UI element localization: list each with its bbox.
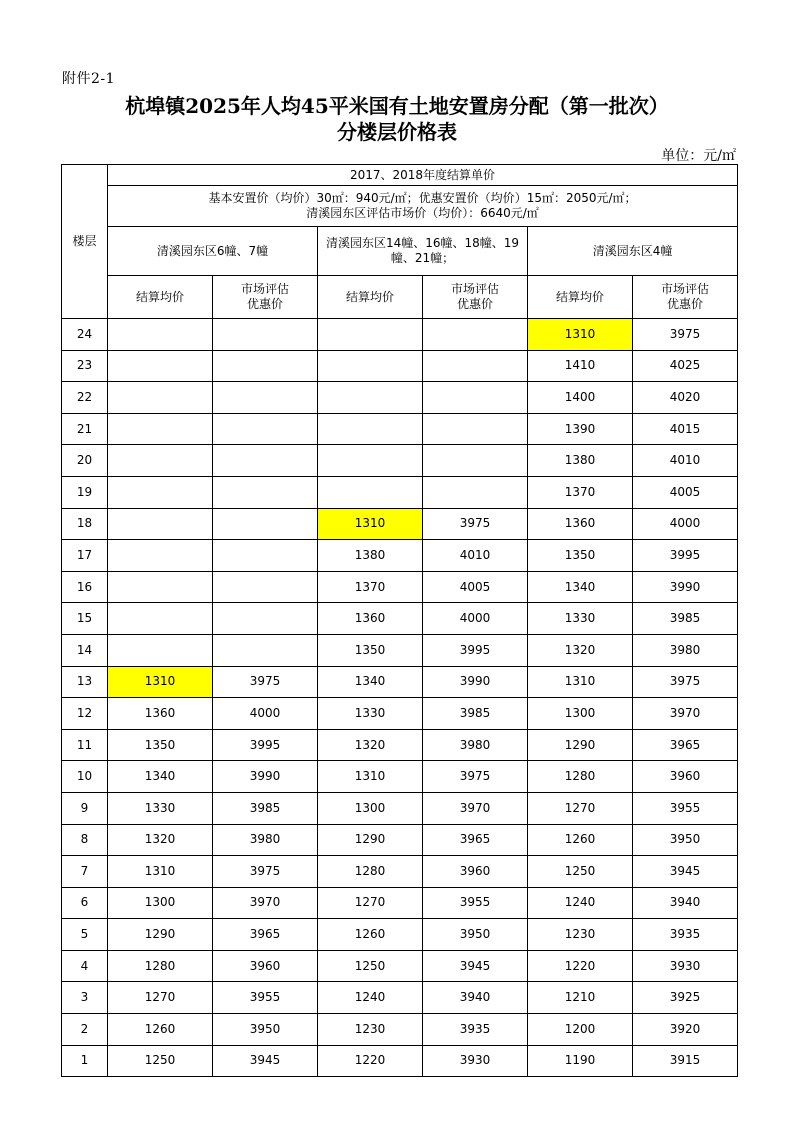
price-cell-g2-market bbox=[423, 382, 528, 414]
price-cell-g2-settle: 1280 bbox=[318, 856, 423, 888]
floor-cell: 4 bbox=[62, 950, 108, 982]
price-cell-g3-market: 3990 bbox=[633, 571, 738, 603]
price-cell-g3-settle: 1340 bbox=[528, 571, 633, 603]
price-cell-g1-market bbox=[213, 508, 318, 540]
price-cell-g2-market bbox=[423, 319, 528, 351]
price-cell-g2-market: 3975 bbox=[423, 761, 528, 793]
price-cell-g3-market: 3950 bbox=[633, 824, 738, 856]
price-cell-g1-market: 3990 bbox=[213, 761, 318, 793]
floor-cell: 9 bbox=[62, 792, 108, 824]
base-price-note bbox=[108, 186, 738, 227]
price-cell-g1-market: 4000 bbox=[213, 698, 318, 730]
price-cell-g2-market: 4000 bbox=[423, 603, 528, 635]
price-cell-g1-market bbox=[213, 319, 318, 351]
price-cell-g3-settle: 1380 bbox=[528, 445, 633, 477]
price-cell-g2-market: 3965 bbox=[423, 824, 528, 856]
price-cell-g2-settle bbox=[318, 445, 423, 477]
price-cell-g1-market: 3965 bbox=[213, 919, 318, 951]
group-header-3: 清溪园东区4幢 bbox=[528, 227, 738, 276]
price-cell-g3-market: 3965 bbox=[633, 729, 738, 761]
price-cell-g1-settle: 1330 bbox=[108, 792, 213, 824]
price-cell-g3-settle: 1270 bbox=[528, 792, 633, 824]
price-cell-g3-market: 4010 bbox=[633, 445, 738, 477]
price-cell-g2-settle bbox=[318, 350, 423, 382]
price-cell-g3-settle: 1290 bbox=[528, 729, 633, 761]
price-cell-g3-market: 3975 bbox=[633, 666, 738, 698]
table-row bbox=[62, 698, 738, 730]
price-cell-g3-settle: 1280 bbox=[528, 761, 633, 793]
price-cell-g3-market: 3930 bbox=[633, 950, 738, 982]
floor-cell: 6 bbox=[62, 887, 108, 919]
table-row bbox=[62, 729, 738, 761]
price-cell-g1-settle bbox=[108, 382, 213, 414]
price-cell-g3-market: 4015 bbox=[633, 413, 738, 445]
price-cell-g1-settle bbox=[108, 350, 213, 382]
col-header-market bbox=[423, 276, 528, 319]
price-cell-g1-settle bbox=[108, 413, 213, 445]
price-cell-g1-market bbox=[213, 571, 318, 603]
price-cell-g1-market: 3975 bbox=[213, 666, 318, 698]
price-cell-g2-settle: 1270 bbox=[318, 887, 423, 919]
price-cell-g1-market bbox=[213, 634, 318, 666]
price-cell-g2-market bbox=[423, 350, 528, 382]
group-header-1: 清溪园东区6幢、7幢 bbox=[108, 227, 318, 276]
price-cell-g1-settle bbox=[108, 508, 213, 540]
price-cell-g2-market: 3955 bbox=[423, 887, 528, 919]
price-cell-g1-settle: 1360 bbox=[108, 698, 213, 730]
table-row bbox=[62, 540, 738, 572]
price-table bbox=[61, 164, 738, 1077]
price-cell-g1-market bbox=[213, 413, 318, 445]
price-cell-g1-market bbox=[213, 382, 318, 414]
price-cell-g3-settle: 1250 bbox=[528, 856, 633, 888]
page-subtitle: 分楼层价格表 bbox=[337, 120, 457, 144]
price-cell-g2-settle: 1310 bbox=[318, 761, 423, 793]
price-cell-g2-settle: 1360 bbox=[318, 603, 423, 635]
price-cell-g3-market: 3945 bbox=[633, 856, 738, 888]
price-cell-g3-market: 3995 bbox=[633, 540, 738, 572]
col-header-settle: 结算均价 bbox=[528, 276, 633, 319]
price-cell-g2-settle: 1230 bbox=[318, 1014, 423, 1046]
price-cell-g1-market bbox=[213, 540, 318, 572]
price-cell-g3-settle: 1200 bbox=[528, 1014, 633, 1046]
price-cell-g1-settle: 1340 bbox=[108, 761, 213, 793]
floor-cell: 12 bbox=[62, 698, 108, 730]
table-row bbox=[62, 950, 738, 982]
price-cell-g2-settle bbox=[318, 476, 423, 508]
price-cell-g1-market bbox=[213, 603, 318, 635]
floor-cell: 5 bbox=[62, 919, 108, 951]
price-cell-g1-settle: 1320 bbox=[108, 824, 213, 856]
price-cell-g1-settle bbox=[108, 571, 213, 603]
price-cell-g1-settle: 1260 bbox=[108, 1014, 213, 1046]
price-cell-g2-settle bbox=[318, 382, 423, 414]
price-cell-g2-market: 3935 bbox=[423, 1014, 528, 1046]
table-row bbox=[62, 634, 738, 666]
floor-cell: 20 bbox=[62, 445, 108, 477]
price-cell-g3-market: 3920 bbox=[633, 1014, 738, 1046]
floor-cell: 14 bbox=[62, 634, 108, 666]
price-cell-g2-market: 3995 bbox=[423, 634, 528, 666]
price-cell-g2-market bbox=[423, 413, 528, 445]
floor-cell: 18 bbox=[62, 508, 108, 540]
table-row bbox=[62, 887, 738, 919]
price-cell-g3-settle: 1260 bbox=[528, 824, 633, 856]
price-cell-g2-settle: 1330 bbox=[318, 698, 423, 730]
price-cell-g3-market: 3985 bbox=[633, 603, 738, 635]
price-cell-g3-settle: 1400 bbox=[528, 382, 633, 414]
price-cell-g1-market bbox=[213, 445, 318, 477]
table-row bbox=[62, 1014, 738, 1046]
floor-cell: 16 bbox=[62, 571, 108, 603]
floor-cell: 23 bbox=[62, 350, 108, 382]
price-cell-g2-settle: 1370 bbox=[318, 571, 423, 603]
price-cell-g2-settle: 1260 bbox=[318, 919, 423, 951]
price-cell-g2-settle: 1320 bbox=[318, 729, 423, 761]
price-cell-g3-market: 3940 bbox=[633, 887, 738, 919]
table-row bbox=[62, 413, 738, 445]
table-row bbox=[62, 856, 738, 888]
price-cell-g2-settle: 1290 bbox=[318, 824, 423, 856]
price-cell-g3-market: 3925 bbox=[633, 982, 738, 1014]
price-cell-g1-settle: 1300 bbox=[108, 887, 213, 919]
price-cell-g3-settle: 1210 bbox=[528, 982, 633, 1014]
price-cell-g2-market bbox=[423, 445, 528, 477]
group-header-2: 清溪园东区14幢、16幢、18幢、19幢、21幢； bbox=[318, 227, 528, 276]
price-cell-g2-market: 3945 bbox=[423, 950, 528, 982]
col-header-market-line1: 市场评估 bbox=[240, 282, 289, 296]
price-cell-g2-market: 3940 bbox=[423, 982, 528, 1014]
price-cell-g1-market: 3950 bbox=[213, 1014, 318, 1046]
floor-header: 楼层 bbox=[62, 165, 108, 319]
price-cell-g2-settle: 1350 bbox=[318, 634, 423, 666]
col-header-market bbox=[213, 276, 318, 319]
price-cell-g3-settle: 1310 bbox=[528, 319, 633, 351]
col-header-market-line2: 优惠价 bbox=[456, 297, 493, 311]
price-cell-g2-settle: 1340 bbox=[318, 666, 423, 698]
price-cell-g1-market bbox=[213, 476, 318, 508]
floor-cell: 19 bbox=[62, 476, 108, 508]
price-cell-g1-settle: 1310 bbox=[108, 856, 213, 888]
price-cell-g3-settle: 1370 bbox=[528, 476, 633, 508]
price-cell-g1-settle: 1270 bbox=[108, 982, 213, 1014]
table-row bbox=[62, 666, 738, 698]
table-row bbox=[62, 571, 738, 603]
price-cell-g3-settle: 1220 bbox=[528, 950, 633, 982]
price-cell-g2-settle: 1240 bbox=[318, 982, 423, 1014]
table-row bbox=[62, 319, 738, 351]
price-cell-g3-market: 4000 bbox=[633, 508, 738, 540]
page-title: 杭埠镇2025年人均45平米国有土地安置房分配（第一批次） bbox=[125, 94, 669, 118]
table-row bbox=[62, 476, 738, 508]
price-cell-g1-market bbox=[213, 350, 318, 382]
price-cell-g2-market: 3960 bbox=[423, 856, 528, 888]
floor-cell: 22 bbox=[62, 382, 108, 414]
price-cell-g3-settle: 1300 bbox=[528, 698, 633, 730]
col-header-market-line1: 市场评估 bbox=[661, 282, 710, 296]
table-row bbox=[62, 1045, 738, 1077]
price-cell-g3-market: 3935 bbox=[633, 919, 738, 951]
price-cell-g2-settle: 1310 bbox=[318, 508, 423, 540]
price-cell-g2-market: 3970 bbox=[423, 792, 528, 824]
table-row bbox=[62, 508, 738, 540]
price-cell-g2-settle: 1300 bbox=[318, 792, 423, 824]
price-cell-g1-market: 3955 bbox=[213, 982, 318, 1014]
price-cell-g2-market bbox=[423, 476, 528, 508]
price-cell-g3-market: 4025 bbox=[633, 350, 738, 382]
price-cell-g2-market: 3930 bbox=[423, 1045, 528, 1077]
table-row bbox=[62, 919, 738, 951]
price-cell-g3-settle: 1360 bbox=[528, 508, 633, 540]
col-header-market bbox=[633, 276, 738, 319]
price-cell-g3-market: 3970 bbox=[633, 698, 738, 730]
floor-cell: 24 bbox=[62, 319, 108, 351]
price-cell-g3-settle: 1350 bbox=[528, 540, 633, 572]
price-cell-g1-settle: 1310 bbox=[108, 666, 213, 698]
price-cell-g3-settle: 1410 bbox=[528, 350, 633, 382]
price-cell-g3-settle: 1230 bbox=[528, 919, 633, 951]
floor-cell: 11 bbox=[62, 729, 108, 761]
price-cell-g3-market: 3915 bbox=[633, 1045, 738, 1077]
price-cell-g2-settle: 1220 bbox=[318, 1045, 423, 1077]
col-header-market-line2: 优惠价 bbox=[246, 297, 283, 311]
price-cell-g2-market: 3980 bbox=[423, 729, 528, 761]
table-row bbox=[62, 445, 738, 477]
price-cell-g1-market: 3960 bbox=[213, 950, 318, 982]
price-cell-g1-settle bbox=[108, 445, 213, 477]
annex-label: 附件2-1 bbox=[62, 71, 116, 87]
price-cell-g1-market: 3970 bbox=[213, 887, 318, 919]
floor-cell: 15 bbox=[62, 603, 108, 635]
floor-cell: 8 bbox=[62, 824, 108, 856]
floor-cell: 10 bbox=[62, 761, 108, 793]
price-cell-g3-settle: 1310 bbox=[528, 666, 633, 698]
price-cell-g3-market: 3955 bbox=[633, 792, 738, 824]
price-cell-g2-market: 3985 bbox=[423, 698, 528, 730]
price-cell-g2-settle: 1380 bbox=[318, 540, 423, 572]
price-cell-g1-settle: 1280 bbox=[108, 950, 213, 982]
floor-cell: 21 bbox=[62, 413, 108, 445]
price-cell-g2-market: 3975 bbox=[423, 508, 528, 540]
table-row bbox=[62, 792, 738, 824]
price-cell-g2-market: 4005 bbox=[423, 571, 528, 603]
price-cell-g1-market: 3995 bbox=[213, 729, 318, 761]
price-cell-g3-market: 4005 bbox=[633, 476, 738, 508]
table-row bbox=[62, 824, 738, 856]
table-row bbox=[62, 603, 738, 635]
table-body bbox=[62, 319, 738, 1077]
price-cell-g2-market: 3950 bbox=[423, 919, 528, 951]
table-row bbox=[62, 382, 738, 414]
price-cell-g3-settle: 1390 bbox=[528, 413, 633, 445]
price-cell-g2-market: 4010 bbox=[423, 540, 528, 572]
price-cell-g1-settle bbox=[108, 634, 213, 666]
price-cell-g2-settle bbox=[318, 413, 423, 445]
price-cell-g1-market: 3945 bbox=[213, 1045, 318, 1077]
price-cell-g1-settle: 1290 bbox=[108, 919, 213, 951]
price-cell-g3-settle: 1240 bbox=[528, 887, 633, 919]
price-cell-g3-market: 4020 bbox=[633, 382, 738, 414]
floor-cell: 7 bbox=[62, 856, 108, 888]
price-cell-g3-settle: 1320 bbox=[528, 634, 633, 666]
floor-cell: 13 bbox=[62, 666, 108, 698]
price-cell-g1-settle bbox=[108, 476, 213, 508]
price-cell-g3-market: 3980 bbox=[633, 634, 738, 666]
price-cell-g1-market: 3975 bbox=[213, 856, 318, 888]
table-row bbox=[62, 350, 738, 382]
price-cell-g2-settle: 1250 bbox=[318, 950, 423, 982]
price-cell-g2-settle bbox=[318, 319, 423, 351]
table-row bbox=[62, 982, 738, 1014]
base-price-line-1: 基本安置价（均价）30㎡：940元/㎡；优惠安置价（均价）15㎡：2050元/㎡； bbox=[208, 191, 637, 205]
price-cell-g1-settle bbox=[108, 603, 213, 635]
price-cell-g1-market: 3985 bbox=[213, 792, 318, 824]
unit-label: 单位：元/㎡ bbox=[661, 148, 736, 164]
price-cell-g1-settle bbox=[108, 540, 213, 572]
floor-cell: 17 bbox=[62, 540, 108, 572]
price-cell-g1-settle bbox=[108, 319, 213, 351]
price-cell-g3-market: 3975 bbox=[633, 319, 738, 351]
period-header: 2017、2018年度结算单价 bbox=[108, 165, 738, 186]
price-cell-g2-market: 3990 bbox=[423, 666, 528, 698]
price-cell-g3-settle: 1190 bbox=[528, 1045, 633, 1077]
floor-cell: 1 bbox=[62, 1045, 108, 1077]
price-cell-g1-settle: 1350 bbox=[108, 729, 213, 761]
col-header-market-line1: 市场评估 bbox=[450, 282, 499, 296]
col-header-market-line2: 优惠价 bbox=[667, 297, 704, 311]
col-header-settle: 结算均价 bbox=[318, 276, 423, 319]
floor-cell: 3 bbox=[62, 982, 108, 1014]
floor-cell: 2 bbox=[62, 1014, 108, 1046]
price-cell-g1-market: 3980 bbox=[213, 824, 318, 856]
base-price-line-2: 清溪园东区评估市场价（均价）：6640元/㎡ bbox=[306, 206, 539, 220]
col-header-settle: 结算均价 bbox=[108, 276, 213, 319]
price-cell-g3-market: 3960 bbox=[633, 761, 738, 793]
table-row bbox=[62, 761, 738, 793]
price-cell-g1-settle: 1250 bbox=[108, 1045, 213, 1077]
price-cell-g3-settle: 1330 bbox=[528, 603, 633, 635]
